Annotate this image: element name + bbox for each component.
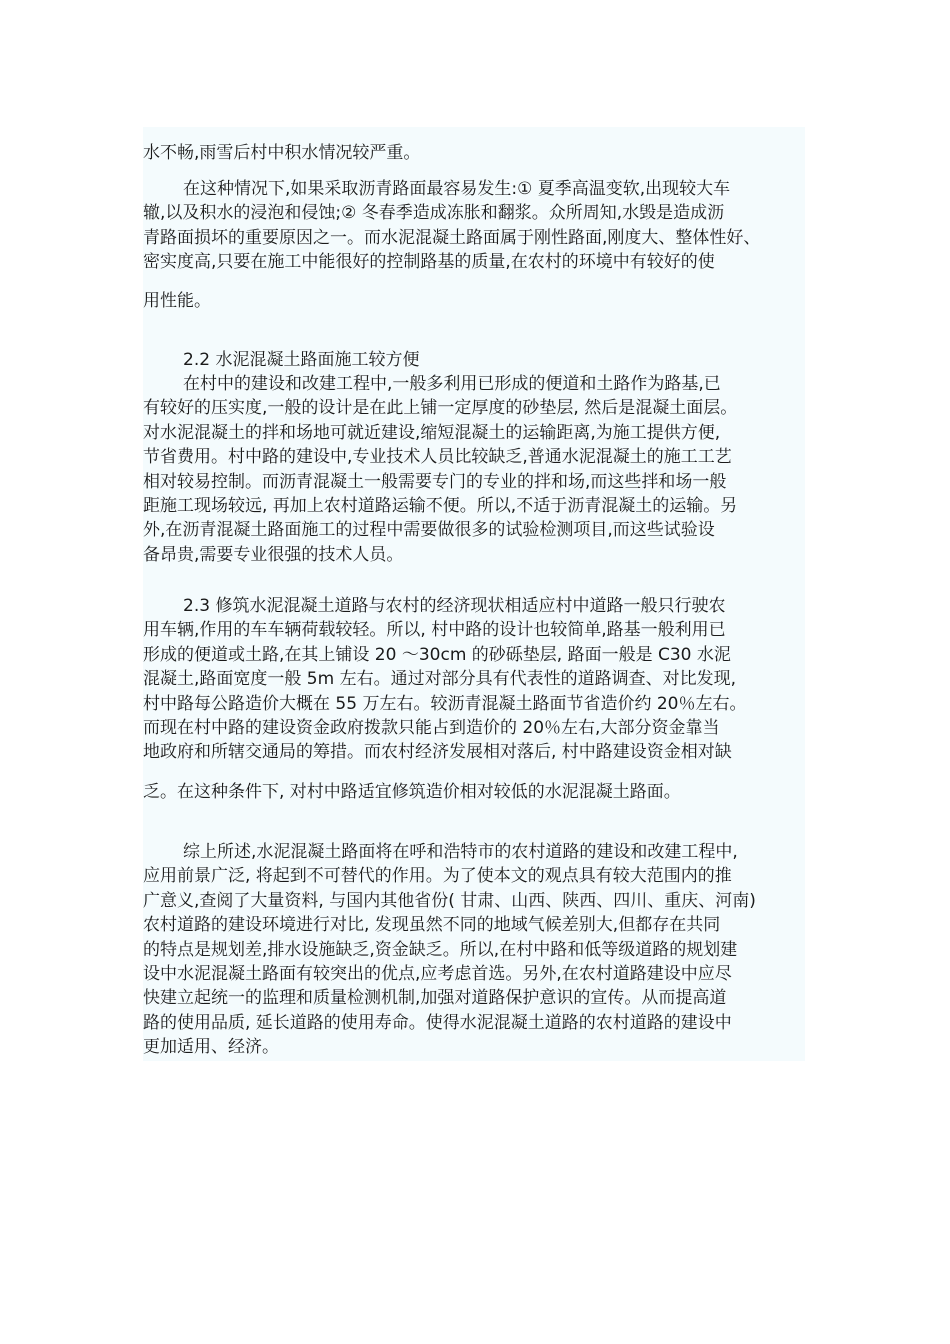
text-line: 更加适用、经济。 <box>143 1037 279 1058</box>
text-line: 2.3 修筑水泥混凝土道路与农村的经济现状相适应村中道路一般只行驶农 <box>183 596 726 616</box>
paragraph-asphalt-issues <box>143 177 805 275</box>
text-line: 地政府和所辖交通局的筹措。而农村经济发展相对落后, 村中路建设资金相对缺 <box>143 742 732 763</box>
section-heading-2-2 <box>143 348 805 372</box>
text-line: 快建立起统一的监理和质量检测机制,加强对道路保护意识的宣传。从而提高道 <box>143 988 727 1009</box>
text-line: 相对较易控制。而沥青混凝土一般需要专门的专业的拌和场,而这些拌和场一般 <box>143 471 727 492</box>
text-line: 节省费用。村中路的建设中,专业技术人员比较缺乏,普通水泥混凝土的施工工艺 <box>143 447 732 468</box>
text-line: 水不畅,雨雪后村中积水情况较严重。 <box>143 143 421 163</box>
text-line: 距施工现场较远, 再加上农村道路运输不便。所以,不适于沥青混凝土的运输。另 <box>143 495 738 516</box>
paragraph-continuation <box>143 141 805 165</box>
text-line: 混凝土,路面宽度一般 5m 左右。通过对部分具有代表性的道路调查、对比发现, <box>143 669 736 690</box>
text-line: 在这种情况下,如果采取沥青路面最容易发生:① 夏季高温变软,出现较大车 <box>183 179 731 199</box>
text-line: 备昂贵,需要专业很强的技术人员。 <box>143 544 404 565</box>
text-line: 青路面损坏的重要原因之一。而水泥混凝土路面属于刚性路面,刚度大、整体性好、 <box>143 227 761 248</box>
text-line: 用车辆,作用的车车辆荷载较轻。所以, 村中路的设计也较简单,路基一般利用已 <box>143 620 726 641</box>
paragraph-economics-end <box>143 780 805 804</box>
text-line: 的特点是规划差,排水设施缺乏,资金缺乏。所以,在村中路和低等级道路的规划建 <box>143 939 738 960</box>
text-line: 广意义,查阅了大量资料, 与国内其他省份( 甘肃、山西、陕西、四川、重庆、河南) <box>143 890 756 911</box>
paragraph-asphalt-issues-end <box>143 289 805 313</box>
text-line: 在村中的建设和改建工程中,一般多利用已形成的便道和土路作为路基,已 <box>183 374 721 394</box>
text-line: 综上所述,水泥混凝土路面将在呼和浩特市的农村道路的建设和改建工程中, <box>183 842 738 862</box>
text-line: 农村道路的建设环境进行对比, 发现虽然不同的地域气候差别大,但都存在共同 <box>143 915 721 936</box>
section-heading: 2.2 水泥混凝土路面施工较方便 <box>183 350 420 370</box>
text-line: 乏。在这种条件下, 对村中路适宜修筑造价相对较低的水泥混凝土路面。 <box>143 782 681 802</box>
text-line: 路的使用品质, 延长道路的使用寿命。使得水泥混凝土道路的农村道路的建设中 <box>143 1012 732 1033</box>
text-line: 村中路每公路造价大概在 55 万左右。较沥青混凝土路面节省造价约 20％左右。 <box>143 693 747 714</box>
text-line: 设中水泥混凝土路面有较突出的优点,应考虑首选。另外,在农村道路建设中应尽 <box>143 963 732 984</box>
text-line: 密实度高,只要在施工中能很好的控制路基的质量,在农村的环境中有较好的使 <box>143 252 715 273</box>
paragraph-construction <box>143 372 805 567</box>
paragraph-economics <box>143 594 805 765</box>
text-line: 形成的便道或土路,在其上铺设 20 ～30cm 的砂砾垫层, 路面一般是 C30 水泥 <box>143 644 731 665</box>
text-line: 有较好的压实度,一般的设计是在此上铺一定厚度的砂垫层, 然后是混凝土面层。 <box>143 398 738 419</box>
document-page <box>143 127 805 1061</box>
text-line: 外,在沥青混凝土路面施工的过程中需要做很多的试验检测项目,而这些试验设 <box>143 520 715 541</box>
text-line: 辙,以及积水的浸泡和侵蚀;② 冬春季造成冻胀和翻浆。众所周知,水毁是造成沥 <box>143 203 725 224</box>
text-line: 而现在村中路的建设资金政府拨款只能占到造价的 20％左右,大部分资金靠当 <box>143 717 720 738</box>
text-line: 应用前景广泛, 将起到不可替代的作用。为了使本文的观点具有较大范围内的推 <box>143 866 732 887</box>
text-line: 用性能。 <box>143 291 211 311</box>
paragraph-conclusion <box>143 840 805 1060</box>
text-line: 对水泥混凝土的拌和场地可就近建设,缩短混凝土的运输距离,为施工提供方便, <box>143 422 721 443</box>
